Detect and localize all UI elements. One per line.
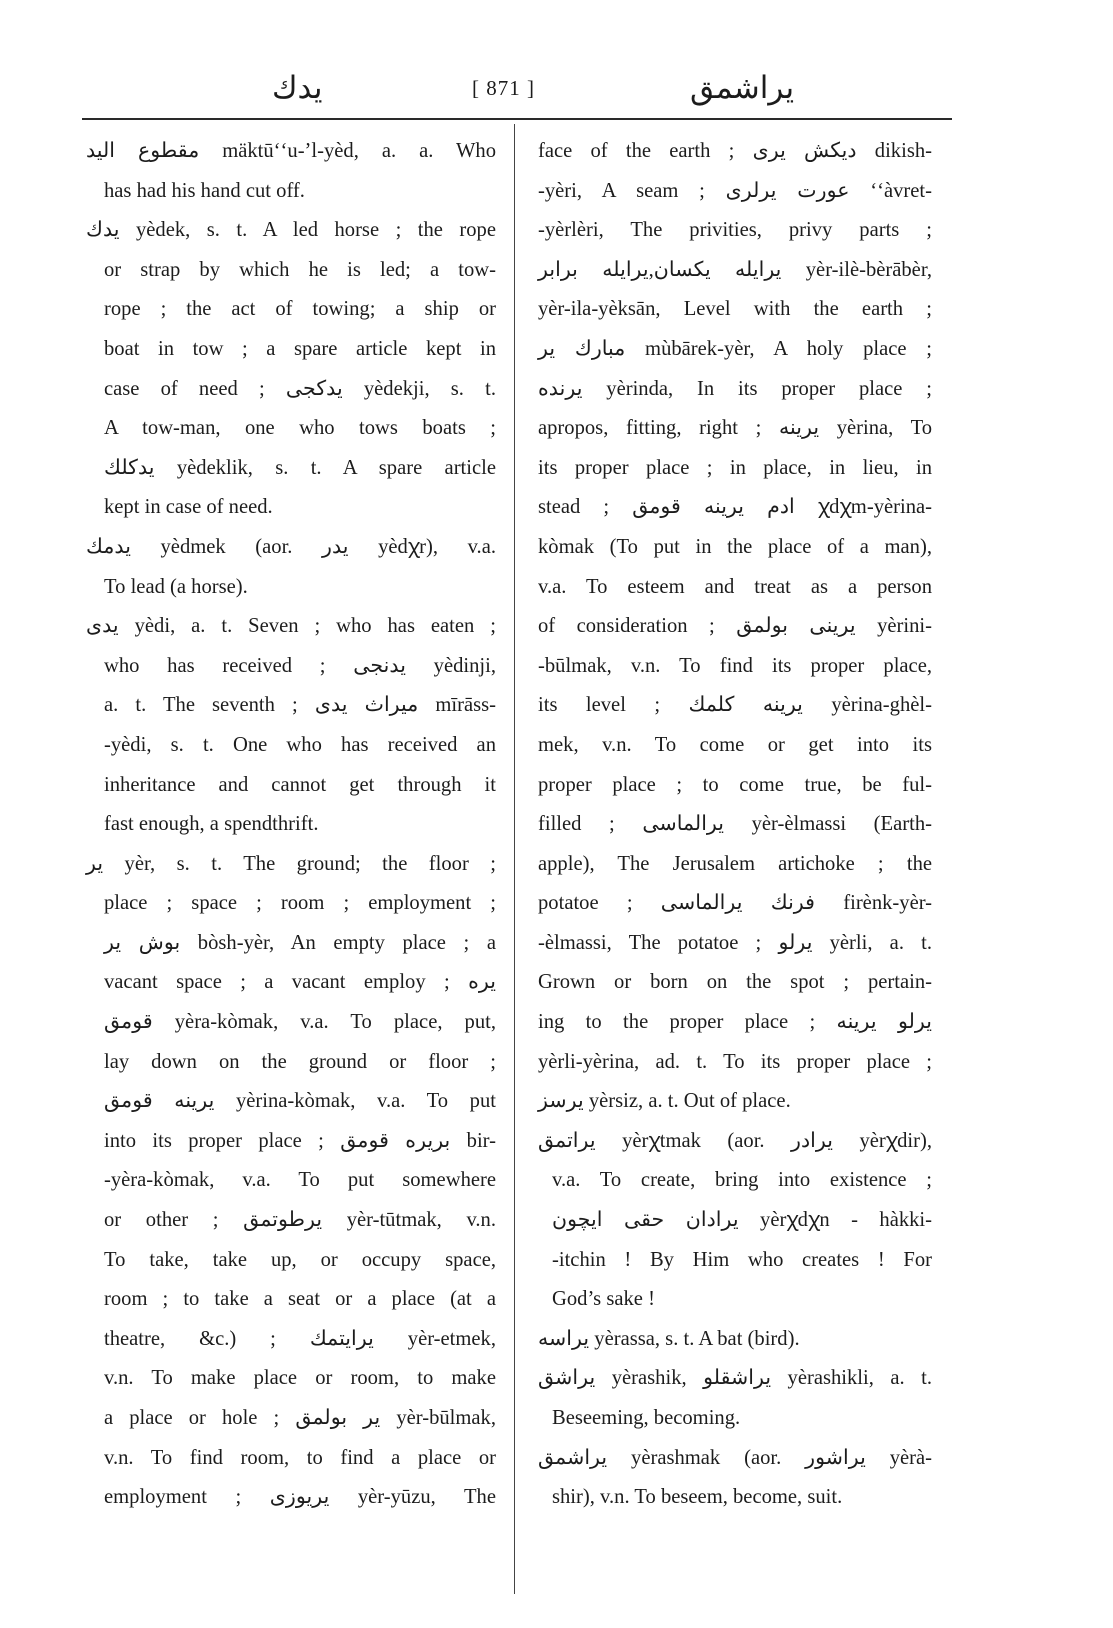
text-line: يدكلك yèdeklik, s. t. A spare article	[104, 456, 496, 479]
text-line: a place or hole ; ير بولمق yèr-būlmak,	[104, 1407, 496, 1429]
text-line: v.a. To create, bring into existence ;	[552, 1169, 932, 1192]
text-line: employment ; يريوزى yèr-yūzu, The	[104, 1486, 496, 1509]
text-line: stead ; ادم يرينه قومق ꭓdꭓm-yèrina-	[538, 496, 932, 519]
page-number: [ 871 ]	[472, 76, 535, 100]
text-line: بوش ير bòsh-yèr, An empty place ; a	[104, 931, 496, 954]
text-line: rope ; the act of towing; a ship or	[104, 298, 496, 321]
text-line: boat in tow ; a spare article kept in	[104, 337, 496, 360]
text-line: To lead (a horse).	[104, 575, 248, 598]
text-line: v.n. To find room, to find a place or	[104, 1446, 496, 1469]
text-line: fast enough, a spendthrift.	[104, 813, 319, 836]
text-line: v.n. To make place or room, to make	[104, 1367, 496, 1390]
text-line: apple), The Jerusalem artichoke ; the	[538, 852, 932, 875]
text-line: inheritance and cannot get through it	[104, 773, 496, 796]
text-line: shir), v.n. To beseem, become, suit.	[552, 1486, 843, 1509]
text-line: a. t. The seventh ; ميراث يدى mīrāss-	[104, 694, 496, 717]
text-line: vacant space ; a vacant employ ; يره	[104, 971, 496, 994]
text-line: proper place ; to come true, be ful-	[538, 773, 932, 796]
text-line: يرادان حقى ايچون yèrꭓdꭓn - hàkki-	[552, 1209, 933, 1232]
text-line: Grown or born on the spot ; pertain-	[538, 971, 932, 994]
text-line: يراتمق yèrꭓtmak (aor. يرادر yèrꭓdir),	[538, 1129, 932, 1152]
text-line: Beseeming, becoming.	[552, 1407, 741, 1429]
text-line: يرايله يكسان,يرايله برابر yèr-ilè-bèrābèr,	[538, 258, 932, 281]
text-line: يراسه yèrassa, s. t. A bat (bird).	[538, 1327, 800, 1350]
text-line: filled ; يرالماسى yèr-èlmassi (Earth-	[538, 813, 932, 836]
text-line: lay down on the ground or floor ;	[104, 1050, 496, 1073]
text-line: -yèdi, s. t. One who has received an	[104, 733, 496, 756]
text-line: يرينه قومق yèrina-kòmak, v.a. To put	[104, 1090, 496, 1113]
text-line: potatoe ; فرنك يرالماسى firènk-yèr-	[538, 892, 933, 915]
text-line: or strap by which he is led; a tow-	[104, 258, 496, 281]
text-line: -būlmak, v.n. To find its proper place,	[538, 654, 932, 677]
text-line: case of need ; يدكجى yèdekji, s. t.	[104, 377, 496, 400]
text-line: place ; space ; room ; employment ;	[104, 892, 496, 915]
text-line: who has received ; يدنجى yèdinji,	[104, 654, 497, 677]
text-line: God’s sake !	[552, 1288, 655, 1311]
text-line: theatre, &c.) ; يرايتمك yèr-etmek,	[104, 1327, 496, 1350]
text-line: To take, take up, or occupy space,	[104, 1248, 496, 1271]
text-line: its level ; يرينه كلمك yèrina-ghèl-	[538, 694, 932, 717]
text-line: has had his hand cut off.	[104, 179, 305, 202]
left-headword: يدك	[272, 70, 323, 105]
text-line: قومق yèra-kòmak, v.a. To place, put,	[104, 1011, 496, 1034]
text-line: يراشق yèrashik, يراشقلو yèrashikli, a. t.	[538, 1367, 932, 1390]
text-line: -yèra-kòmak, v.a. To put somewhere	[104, 1169, 496, 1192]
column-divider	[514, 124, 515, 1594]
text-line: its proper place ; in place, in lieu, in	[538, 456, 932, 479]
text-line: -èlmassi, The potatoe ; يرلو yèrli, a. t.	[538, 931, 932, 954]
text-line: apropos, fitting, right ; يرينه yèrina, To	[538, 417, 933, 440]
text-line: face of the earth ; دیكش يرى dikish-	[538, 140, 932, 162]
text-line: or other ; يرطوتمق yèr-tūtmak, v.n.	[104, 1209, 497, 1232]
text-line: يرسز yèrsiz, a. t. Out of place.	[538, 1090, 791, 1113]
text-line: يراشمق yèrashmak (aor. يراشور yèrà-	[538, 1446, 932, 1469]
text-line: -yèrlèri, The privities, privy parts ;	[538, 219, 932, 242]
text-line: يرنده yèrinda, In its proper place ;	[538, 377, 932, 400]
text-line: kept in case of need.	[104, 496, 273, 519]
left-column	[86, 132, 496, 1518]
text-line: yèr-ila-yèksān, Level with the earth ;	[538, 298, 932, 321]
text-line: kòmak (To put in the place of a man),	[538, 535, 932, 558]
text-line: ing to the proper place ; يرلو يرينه	[538, 1011, 932, 1034]
text-line: room ; to take a seat or a place (at a	[104, 1288, 496, 1311]
text-line: A tow-man, one who tows boats ;	[104, 417, 496, 440]
text-line: mek, v.n. To come or get into its	[538, 733, 932, 756]
text-line: يدى yèdi, a. t. Seven ; who has eaten ;	[86, 615, 496, 638]
text-line: yèrli-yèrina, ad. t. To its proper place ;	[538, 1050, 932, 1073]
right-headword: يراشمق	[690, 70, 795, 105]
text-line: ير yèr, s. t. The ground; the floor ;	[86, 852, 496, 875]
text-line: into its proper place ; بريره قومق bir-	[104, 1129, 496, 1152]
text-line: of consideration ; يرينى بولمق yèrini-	[538, 615, 933, 638]
text-line: مبارك ير mùbārek-yèr, A holy place ;	[538, 337, 932, 360]
text-line: -itchin ! By Him who creates ! For	[552, 1248, 932, 1271]
text-line: v.a. To esteem and treat as a person	[538, 575, 932, 598]
text-line: يدك yèdek, s. t. A led horse ; the rope	[86, 219, 496, 242]
text-line: -yèri, A seam ; عورت يرلرى ʻʻàvret-	[538, 179, 932, 202]
text-line: يدمك yèdmek (aor. يدر yèdꭓr), v.a.	[86, 535, 496, 558]
text-line: مقطوع اليد mäktūʻʻu-’l-yèd, a. a. Who	[86, 140, 496, 162]
running-header	[82, 68, 952, 120]
right-column	[538, 132, 932, 1518]
